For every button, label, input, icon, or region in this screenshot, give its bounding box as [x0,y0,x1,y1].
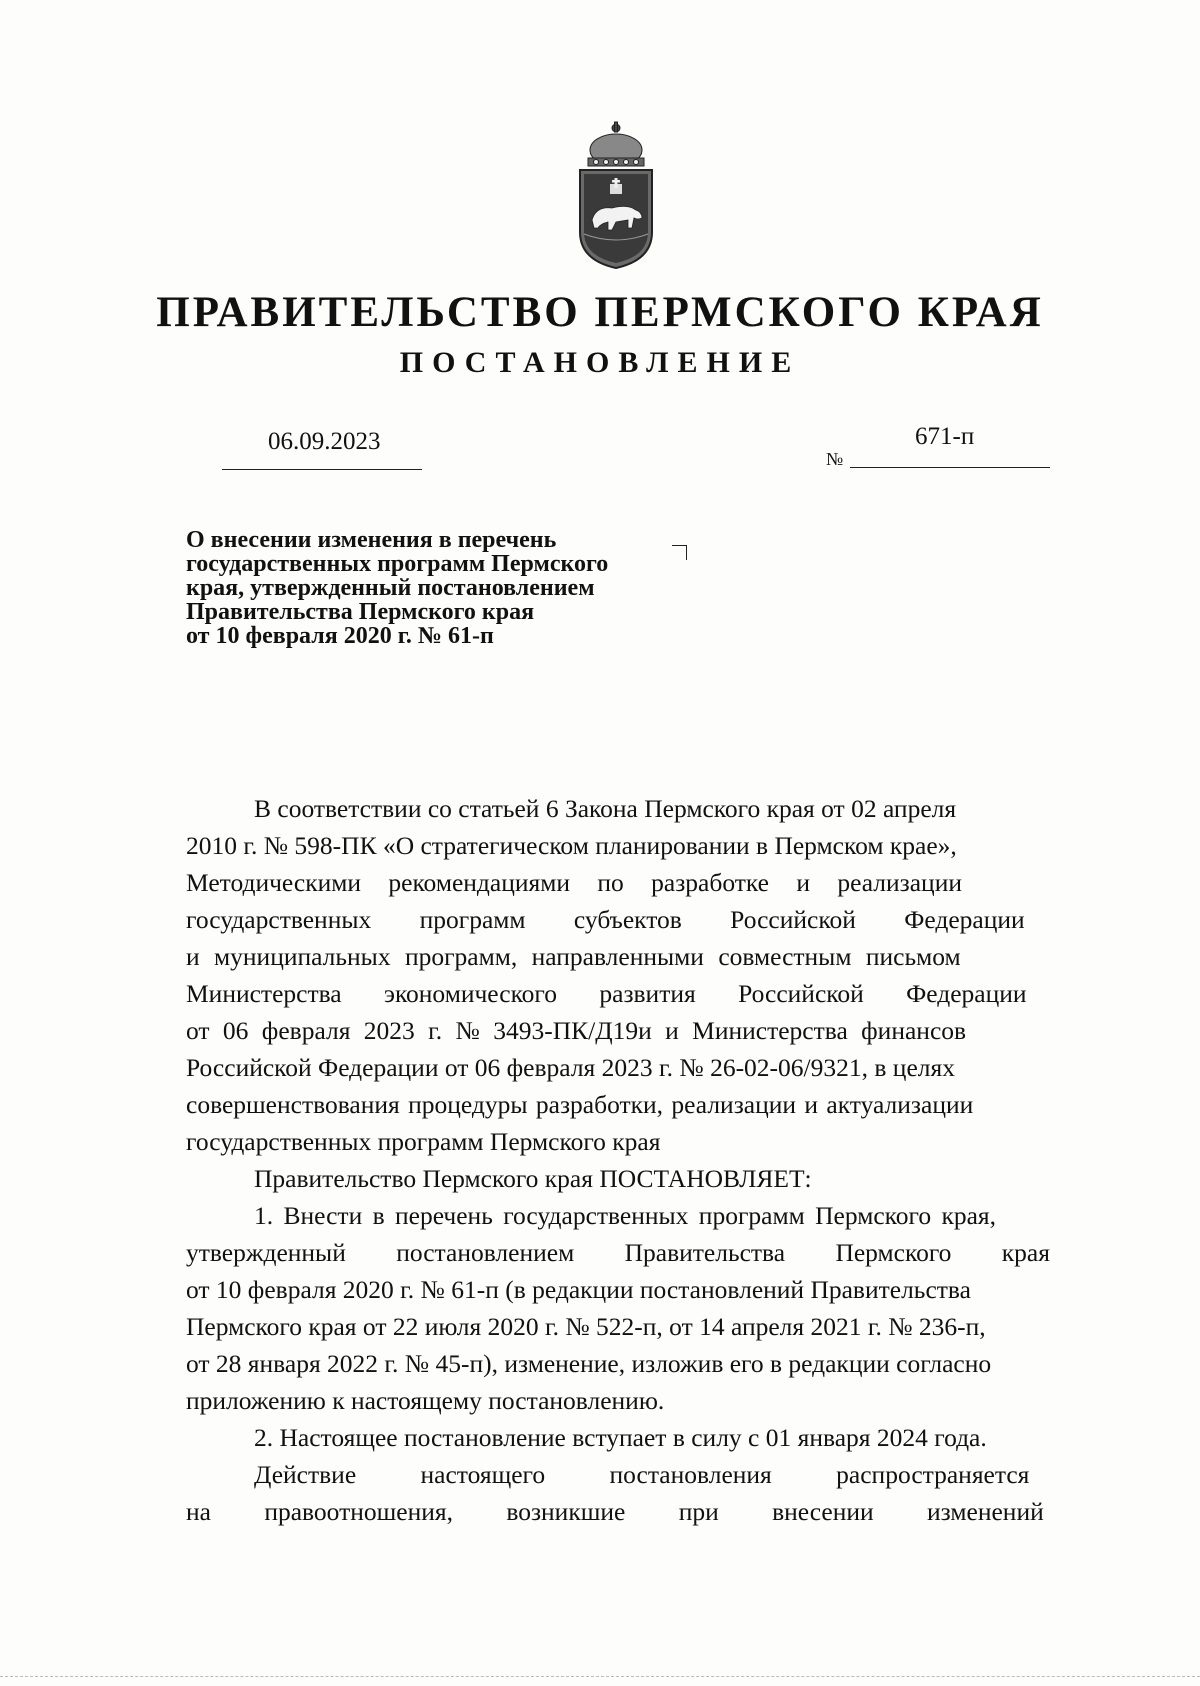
body-line: от 06 февраля 2023 г. № 3493-ПК/Д19и и Министерства финансов [186,1016,967,1045]
body-line: государственных программ Пермского края [186,1127,661,1156]
corner-bracket-mark [672,545,687,560]
document-number: 671-п [915,423,975,450]
body-line: Российской Федерации от 06 февраля 2023 г. № 26-02-06/9321, в целях [186,1053,955,1082]
subject-line: Правительства Пермского края [186,599,535,625]
subject-line: О внесении изменения в перечень [186,527,557,553]
number-underline [850,467,1050,468]
item-2-paragraph [186,1419,1096,1456]
document-type: ПОСТАНОВЛЕНИЕ [399,346,801,379]
body-line: Методическими рекомендациями по разработке и реализации [186,868,962,897]
preamble-paragraph [186,790,1096,1160]
body-line: 2010 г. № 598-ПК «О стратегическом планировании в Пермском крае», [186,831,957,860]
page-bottom-edge [0,1676,1200,1677]
government-title: ПРАВИТЕЛЬСТВО ПЕРМСКОГО КРАЯ [156,289,1044,336]
number-label: № [826,449,844,469]
body-line: Пермского края от 22 июля 2020 г. № 522-п, от 14 апреля 2021 г. № 236-п, [186,1312,986,1341]
body-line: совершенствования процедуры разработки, реализации и актуализации [186,1090,974,1119]
body-line: 2. Настоящее постановление вступает в силу с 01 января 2024 года. [254,1423,987,1452]
document-body [186,790,1096,1530]
subject-line: края, утвержденный постановлением [186,575,595,601]
subject-line: государственных программ Пермского [186,551,609,577]
body-line: и муниципальных программ, направленными совместным письмом [186,942,961,971]
item-1-paragraph [186,1197,1096,1419]
body-line: утвержденный постановлением Правительства Пермского края [186,1238,1050,1267]
item-2-continuation [186,1456,1096,1530]
body-line: Правительство Пермского края ПОСТАНОВЛЯЕТ: [254,1164,812,1193]
body-line: государственных программ субъектов Российской Федерации [186,905,1025,934]
body-line: Действие настоящего постановления распространяется [254,1460,1030,1489]
document-subject [186,528,726,648]
body-line: Министерства экономического развития Российской Федерации [186,979,1027,1008]
body-line: 1. Внести в перечень государственных программ Пермского края, [254,1201,997,1230]
coat-of-arms-emblem [566,120,666,270]
document-date: 06.09.2023 [268,428,381,455]
date-underline [222,469,422,470]
body-line: на правоотношения, возникшие при внесении изменений [186,1497,1044,1526]
body-line: от 10 февраля 2020 г. № 61-п (в редакции постановлений Правительства [186,1275,971,1304]
body-line: В соответствии со статьей 6 Закона Пермского края от 02 апреля [254,794,957,823]
body-line: приложению к настоящему постановлению. [186,1386,665,1415]
subject-line: от 10 февраля 2020 г. № 61-п [186,623,494,649]
resolves-line [186,1160,1096,1197]
body-line: от 28 января 2022 г. № 45-п), изменение, изложив его в редакции согласно [186,1349,992,1378]
